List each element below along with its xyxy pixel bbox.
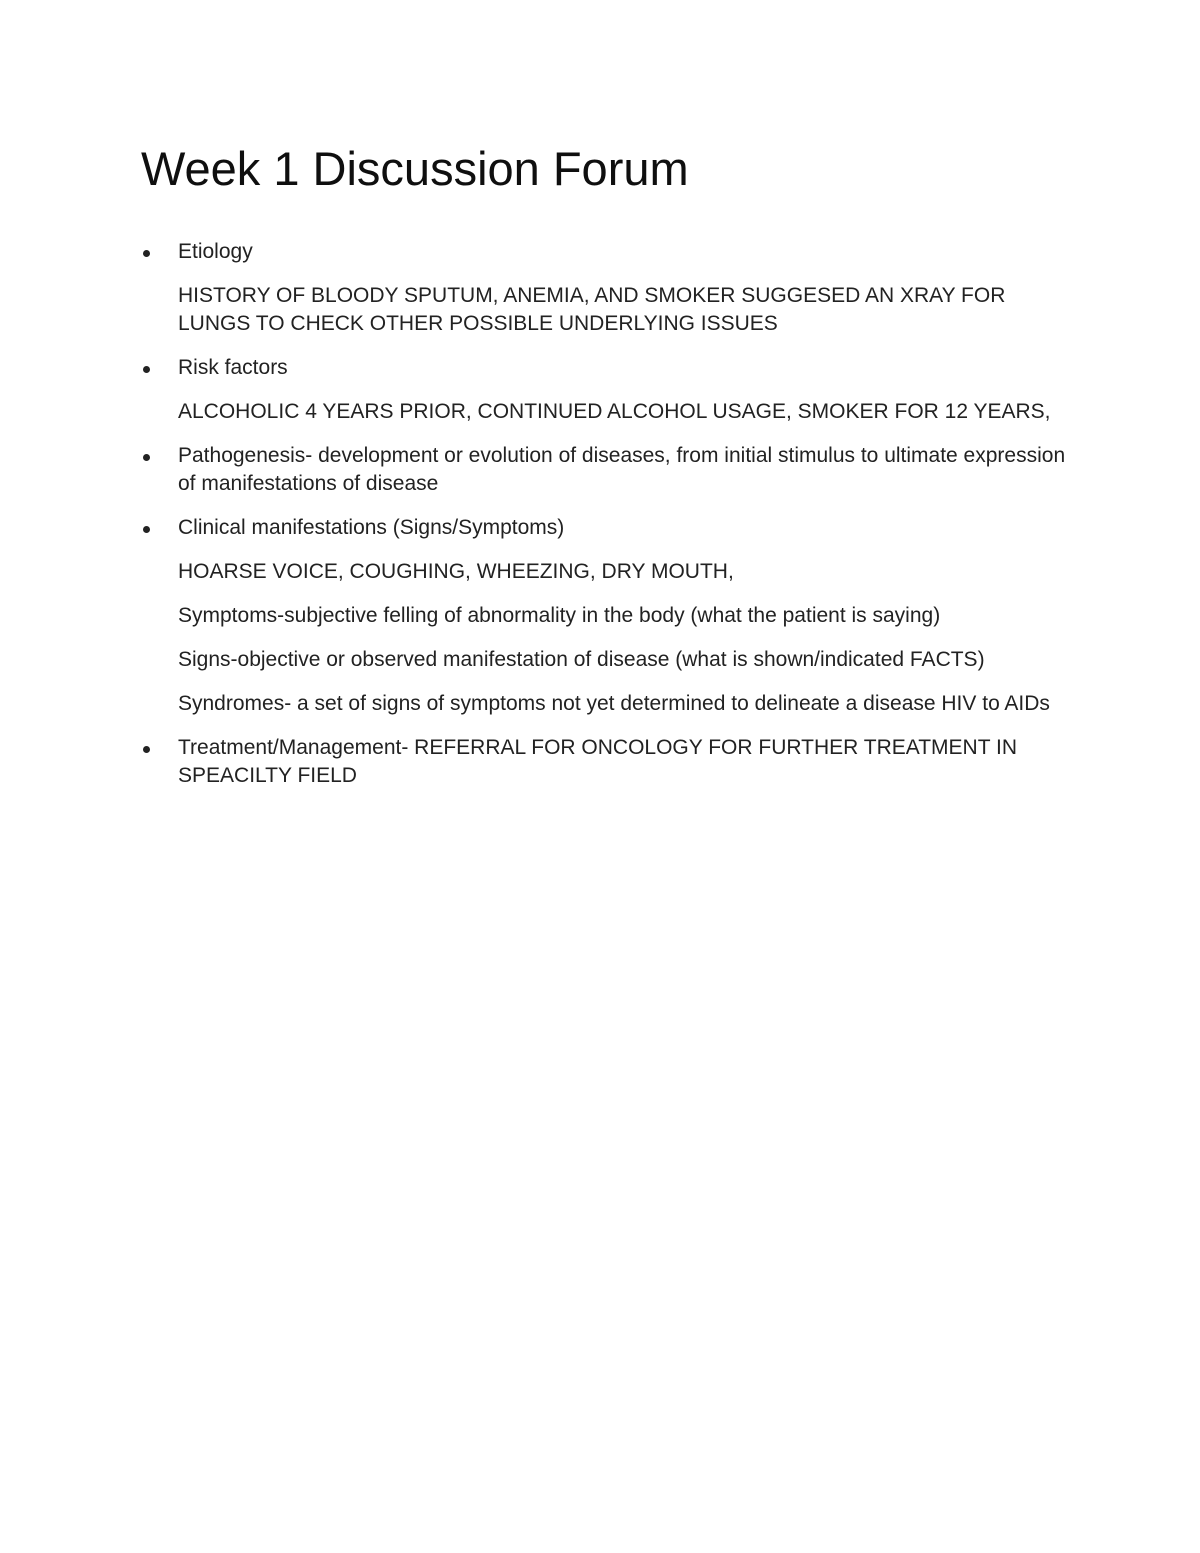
bullet-icon — [143, 250, 150, 257]
item-paragraph: Signs-objective or observed manifestation of disease (what is shown/indicated FACTS) — [178, 648, 985, 671]
bullet-icon — [143, 454, 150, 461]
item-paragraph: HISTORY OF BLOODY SPUTUM, ANEMIA, AND SMOKER SUGGESED AN XRAY FOR LUNGS TO CHECK OTHER POSSIBLE UNDERLYING ISSUES — [178, 284, 1006, 335]
bullet-icon — [143, 746, 150, 753]
list-item-pathogenesis — [141, 442, 1071, 498]
item-label: Etiology — [178, 240, 253, 263]
item-paragraph: HOARSE VOICE, COUGHING, WHEEZING, DRY MOUTH, — [178, 560, 734, 583]
item-label: Treatment/Management- REFERRAL FOR ONCOLOGY FOR FURTHER TREATMENT IN SPEACILTY FIELD — [178, 736, 1017, 787]
item-label: Risk factors — [178, 356, 288, 379]
page-title: Week 1 Discussion Forum — [141, 142, 689, 195]
bullet-icon — [143, 526, 150, 533]
item-label: Clinical manifestations (Signs/Symptoms) — [178, 516, 565, 539]
list-item-treatment — [141, 734, 1071, 790]
item-label: Pathogenesis- development or evolution of diseases, from initial stimulus to ultimate expression of manifestations of disease — [178, 444, 1066, 495]
item-paragraph: Symptoms-subjective felling of abnormality in the body (what the patient is saying) — [178, 604, 941, 627]
list-item-clinical-manifestations — [141, 514, 1071, 718]
document-body — [141, 238, 1071, 806]
item-paragraph: Syndromes- a set of signs of symptoms not yet determined to delineate a disease HIV to AIDs — [178, 692, 1050, 715]
item-paragraph: ALCOHOLIC 4 YEARS PRIOR, CONTINUED ALCOHOL USAGE, SMOKER FOR 12 YEARS, — [178, 400, 1051, 423]
list-item-risk-factors — [141, 354, 1071, 426]
bullet-icon — [143, 366, 150, 373]
list-item-etiology — [141, 238, 1071, 338]
